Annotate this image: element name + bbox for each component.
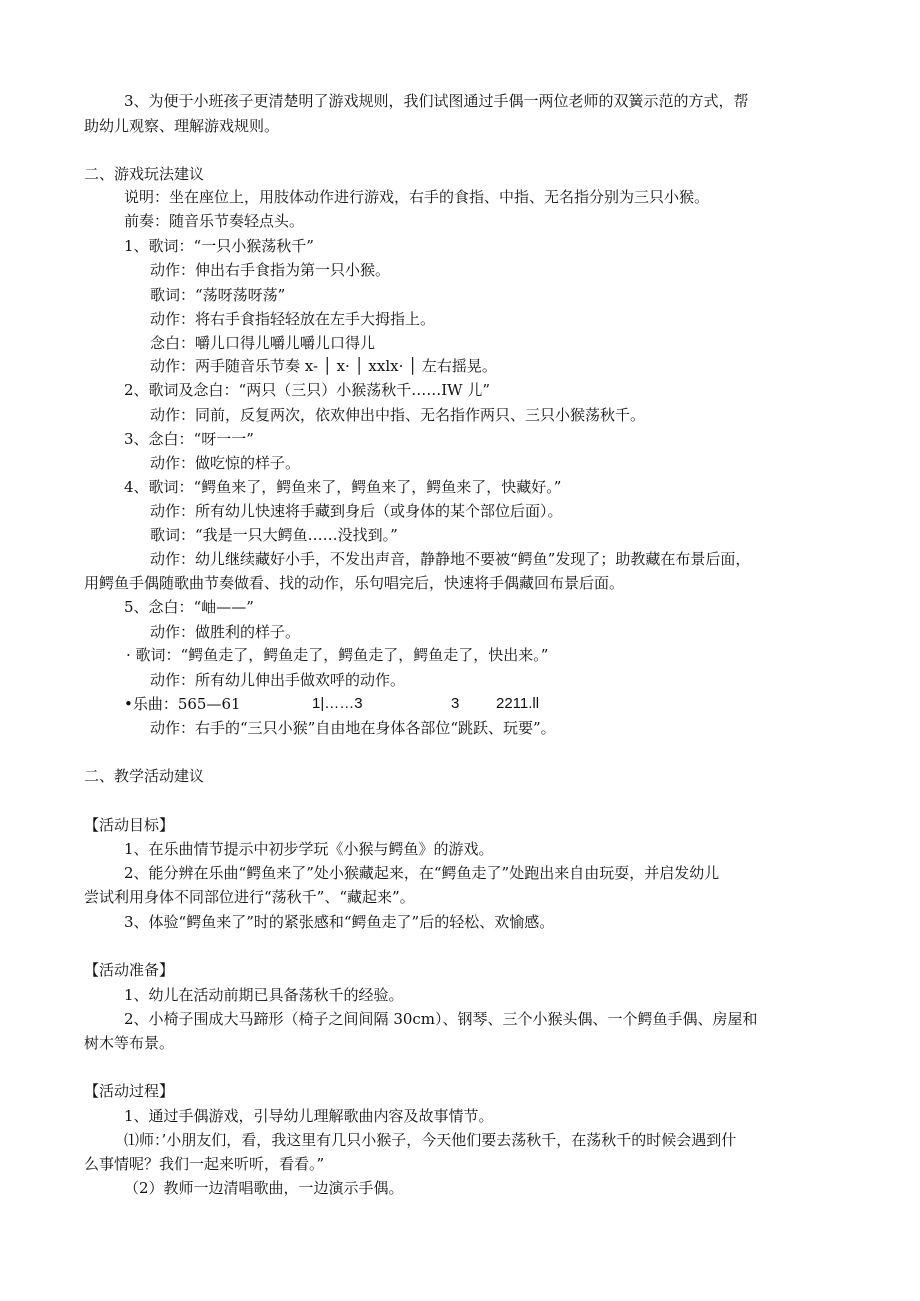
play-line: 动作：右手的“三只小猴”自由地在身体各部位“跳跃、玩要”。 [150, 719, 556, 737]
play-line: 动作：所有幼儿快速将手藏到身后（或身体的某个部位后面）。 [150, 502, 563, 520]
play-line: 动作：两手随音乐节奏 x- │ x· │ xxlx· │ 左右摇晃。 [150, 357, 497, 375]
goal-line: 1、在乐曲情节提示中初步学玩《小猴与鳄鱼》的游戏。 [124, 840, 494, 858]
process-line: ⑴师：’小朋友们，看，我这里有几只小猴子，今天他们要去荡秋千，在荡秋千的时候会遇到什 [124, 1131, 737, 1149]
prep-line: 1、幼儿在活动前期已具备荡秋千的经验。 [124, 986, 404, 1004]
music-notation-part: 1|……3 [312, 695, 363, 712]
goal-line: 尝试利用身体不同部位进行“荡秋千”、“藏起来”。 [84, 888, 415, 906]
prep-title: 【活动准备】 [84, 961, 175, 979]
process-line: 么事情呢？我们一起来听听，看看。” [84, 1155, 325, 1173]
play-line: 动作：伸出右手食指为第一只小猴。 [150, 261, 391, 279]
play-line: 1、歌词：“一只小猴荡秋千” [124, 237, 314, 255]
intro-line-1: 3、为便于小班孩子更清楚明了游戏规则，我们试图通过手偶一两位老师的双簧示范的方式，帮 [124, 92, 749, 110]
play-line: 5、念白：“岫——” [124, 598, 254, 616]
play-line: 歌词：“我是一只大鳄鱼……没找到。” [150, 526, 398, 544]
play-line: · 歌词：“鳄鱼走了，鳄鱼走了，鳄鱼走了，鳄鱼走了，快出来。” [126, 646, 549, 664]
play-line: 动作：做胜利的样子。 [150, 623, 301, 641]
process-line: （2）教师一边清唱歌曲，一边演示手偶。 [124, 1179, 404, 1197]
play-line: 动作：幼儿继续藏好小手，不发出声音，静静地不要被“鳄鱼”发现了；助教藏在布景后面， [150, 550, 751, 568]
play-line: 前奏：随音乐节奏轻点头。 [124, 212, 305, 230]
goal-line: 3、体验“鳄鱼来了”时的紧张感和“鳄鱼走了”后的轻松、欢愉感。 [124, 913, 555, 931]
music-notation-part: 3 [451, 695, 460, 712]
prep-line: 树木等布景。 [84, 1034, 175, 1052]
play-line: 3、念白：“呀一一” [124, 430, 254, 448]
play-line: 念白：嚼儿口得儿嚼儿嚼儿口得儿 [150, 334, 376, 352]
play-line: 说明：坐在座位上，用肢体动作进行游戏，右手的食指、中指、无名指分别为三只小猴。 [124, 188, 710, 206]
prep-line: 2、小椅子围成大马蹄形（椅子之间间隔 30cm）、钢琴、三个小猴头偶、一个鳄鱼手偶、房屋和 [124, 1010, 758, 1028]
play-line: 动作：做吃惊的样子。 [150, 454, 301, 472]
intro-line-2: 助幼儿观察、理解游戏规则。 [84, 117, 280, 135]
play-line: 2、歌词及念白：“两只（三只）小猴荡秋千……IW 儿” [124, 381, 490, 399]
play-line: 用鳄鱼手偶随歌曲节奏做看、找的动作，乐句唱完后，快速将手偶藏回布景后面。 [84, 574, 625, 592]
process-title: 【活动过程】 [84, 1082, 175, 1100]
play-line: 动作：所有幼儿伸出手做欢呼的动作。 [150, 671, 406, 689]
process-line: 1、通过手偶游戏，引导幼儿理解歌曲内容及故事情节。 [124, 1107, 494, 1125]
section-heading-teach: 二、教学活动建议 [84, 767, 205, 785]
goal-line: 2、能分辨在乐曲“鳄鱼来了”处小猴藏起来，在“鳄鱼走了”处跑出来自由玩耍，并启发幼儿 [124, 864, 720, 882]
music-notation-part: 2211.ll [496, 695, 540, 712]
play-line: 动作：同前，反复两次，依欢伸出中指、无名指作两只、三只小猴荡秋千。 [150, 406, 646, 424]
play-line: 动作：将右手食指轻轻放在左手大拇指上。 [150, 310, 436, 328]
goals-title: 【活动目标】 [84, 816, 175, 834]
play-line: 歌词：“荡呀荡呀荡” [150, 286, 286, 304]
play-line: 4、歌词：“鳄鱼来了，鳄鱼来了，鳄鱼来了，鳄鱼来了，快藏好。” [124, 478, 562, 496]
section-heading-play: 二、游戏玩法建议 [84, 165, 205, 183]
music-notation-start: •乐曲：565—61 [124, 695, 241, 713]
